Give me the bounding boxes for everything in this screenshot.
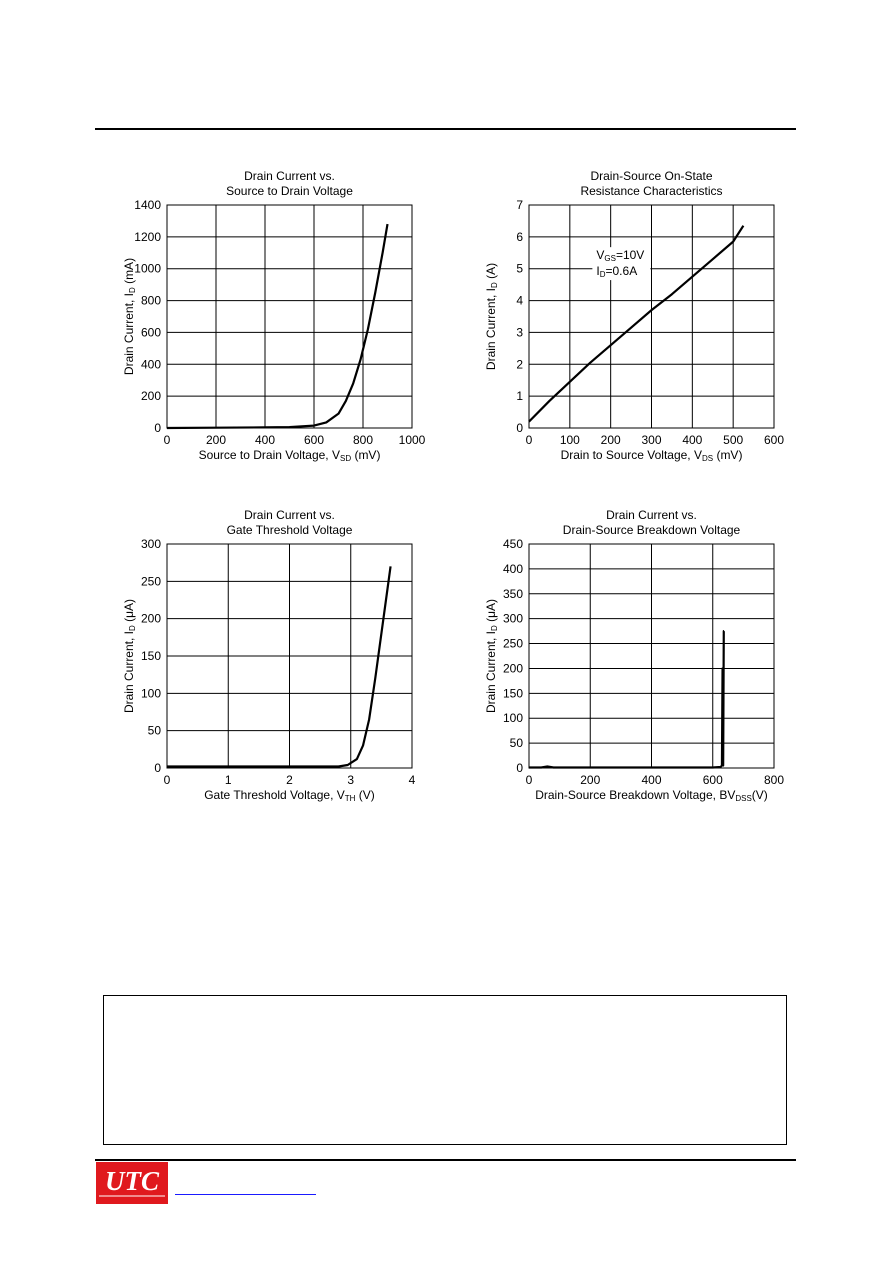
- x-tick-label: 400: [641, 773, 662, 787]
- note-box: [103, 995, 787, 1145]
- y-tick-label: 0: [516, 421, 523, 435]
- x-tick-label: 1000: [398, 433, 426, 447]
- x-axis-label: Source to Drain Voltage, VSD (mV): [198, 448, 381, 463]
- utc-logo-text: UTC: [105, 1166, 159, 1196]
- x-tick-label: 500: [723, 433, 744, 447]
- x-tick-label: 0: [525, 773, 533, 787]
- x-tick-label: 800: [352, 433, 374, 447]
- x-tick-label: 0: [163, 773, 171, 787]
- y-tick-label: 0: [154, 761, 161, 775]
- footer-link[interactable]: [175, 1194, 316, 1195]
- utc-logo: [96, 1162, 168, 1204]
- chart-title-line: Drain Current vs.: [244, 508, 335, 522]
- y-tick-label: 200: [140, 611, 161, 626]
- y-tick-label: 5: [516, 261, 523, 276]
- x-tick-label: 600: [763, 433, 785, 447]
- x-tick-label: 4: [408, 773, 416, 787]
- y-tick-label: 400: [140, 357, 161, 372]
- y-axis-label: Drain Current, ID (A): [484, 262, 499, 371]
- y-tick-label: 7: [516, 198, 523, 212]
- chart-title-line: Drain Current vs.: [244, 169, 335, 183]
- y-tick-label: 0: [154, 421, 161, 435]
- y-tick-label: 2: [516, 357, 523, 372]
- x-tick-label: 0: [525, 433, 533, 447]
- y-tick-label: 400: [502, 561, 523, 576]
- y-tick-label: 150: [140, 649, 161, 663]
- y-tick-label: 200: [140, 389, 161, 404]
- x-tick-label: 200: [205, 433, 227, 447]
- x-tick-label: 400: [682, 433, 703, 447]
- y-tick-label: 250: [502, 636, 523, 651]
- x-tick-label: 1: [224, 773, 232, 787]
- x-tick-label: 200: [600, 433, 621, 447]
- x-axis-label: Gate Threshold Voltage, VTH (V): [204, 788, 375, 803]
- y-tick-label: 4: [516, 293, 523, 308]
- y-tick-label: 800: [140, 293, 161, 308]
- y-tick-label: 1200: [134, 229, 161, 244]
- y-axis-label: Drain Current, ID (mA): [122, 257, 137, 376]
- y-tick-label: 100: [140, 686, 161, 701]
- y-tick-label: 300: [140, 537, 161, 551]
- y-tick-label: 300: [502, 611, 523, 626]
- y-tick-label: 350: [502, 586, 523, 601]
- chart-title-line: Drain-Source Breakdown Voltage: [562, 523, 741, 537]
- y-tick-label: 50: [509, 736, 523, 751]
- y-tick-label: 600: [140, 325, 161, 340]
- chart-title-line: Gate Threshold Voltage: [226, 523, 353, 537]
- y-tick-label: 3: [516, 325, 523, 340]
- y-tick-label: 0: [516, 761, 523, 775]
- annotation-label: VGS=10V: [596, 248, 645, 264]
- y-tick-label: 1000: [134, 261, 161, 276]
- chart-title-line: Drain Current vs.: [606, 508, 697, 522]
- x-tick-label: 2: [286, 773, 293, 787]
- chart-title-line: Drain-Source On-State: [590, 169, 713, 183]
- annotation-label: ID=0.6A: [596, 264, 638, 280]
- x-tick-label: 0: [163, 433, 171, 447]
- x-tick-label: 400: [254, 433, 276, 447]
- x-tick-label: 300: [641, 433, 662, 447]
- y-tick-label: 150: [502, 686, 523, 701]
- x-tick-label: 600: [303, 433, 325, 447]
- series-line: [529, 631, 724, 767]
- chart-title-line: Resistance Characteristics: [580, 184, 723, 198]
- y-tick-label: 1400: [134, 198, 161, 212]
- y-tick-label: 450: [502, 537, 523, 551]
- footer-rule: [95, 1159, 796, 1161]
- x-tick-label: 100: [559, 433, 580, 447]
- y-tick-label: 50: [147, 723, 161, 738]
- x-tick-label: 800: [763, 773, 785, 787]
- y-tick-label: 250: [140, 574, 161, 589]
- y-tick-label: 100: [502, 711, 523, 726]
- x-axis-label: Drain to Source Voltage, VDS (mV): [560, 448, 743, 463]
- x-tick-label: 200: [580, 773, 601, 787]
- chart-title-line: Source to Drain Voltage: [226, 184, 353, 198]
- y-tick-label: 200: [502, 661, 523, 676]
- y-tick-label: 6: [516, 229, 523, 244]
- y-tick-label: 1: [516, 389, 523, 404]
- y-axis-label: Drain Current, ID (μA): [122, 598, 137, 714]
- x-tick-label: 3: [347, 773, 355, 787]
- x-axis-label: Drain-Source Breakdown Voltage, BVDSS(V): [535, 788, 768, 803]
- x-tick-label: 600: [702, 773, 723, 787]
- y-axis-label: Drain Current, ID (μA): [484, 598, 499, 714]
